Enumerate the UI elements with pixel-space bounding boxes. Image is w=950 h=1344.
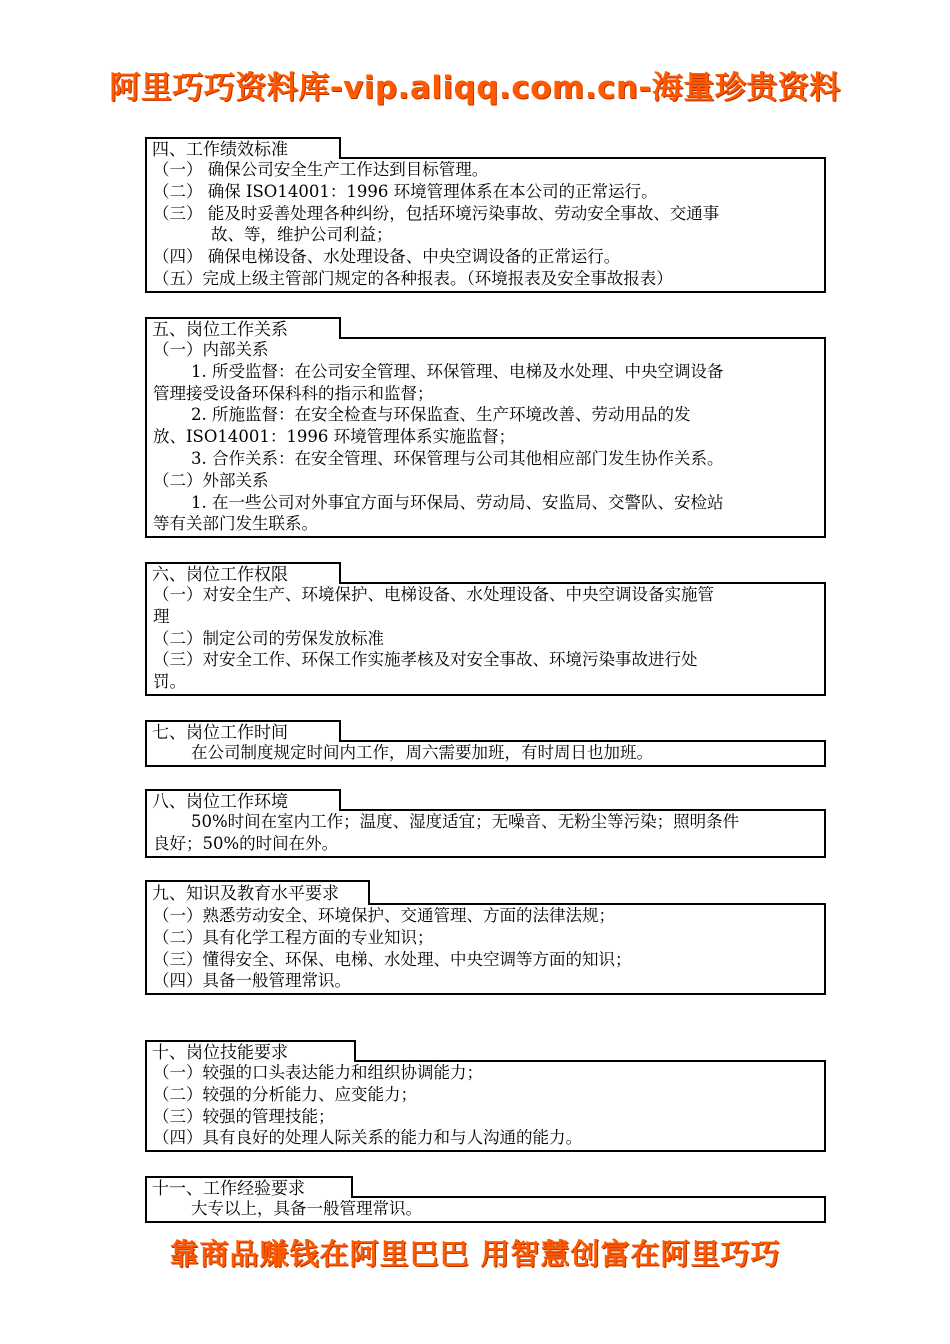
- section-title: 十、岗位技能要求: [145, 1040, 356, 1062]
- section-work-time: [145, 720, 826, 767]
- section-body: [145, 809, 826, 858]
- section-body: [145, 740, 826, 767]
- footer-banner: 靠商品赚钱在阿里巴巴 用智慧创富在阿里巧巧: [169, 1237, 781, 1271]
- list-item-continuation: 等有关部门发生联系。: [153, 514, 318, 534]
- list-item: （四）具备一般管理常识。: [153, 971, 351, 991]
- list-item: （三）懂得安全、环保、电梯、水处理、中央空调等方面的知识；: [153, 949, 632, 969]
- list-item: （一）熟悉劳动安全、环境保护、交通管理、方面的法律法规；: [153, 906, 615, 925]
- section-experience-requirements: [145, 1176, 826, 1223]
- list-item: （二） 确保 ISO14001：1996 环境管理体系在本公司的正常运行。: [153, 181, 658, 201]
- list-item: （一）较强的口头表达能力和组织协调能力；: [153, 1063, 483, 1082]
- list-item-continuation: 理: [153, 606, 170, 626]
- list-item: 1. 在一些公司对外事宜方面与环保局、劳动局、安监局、交警队、安检站: [191, 492, 724, 512]
- list-item-continuation: 故、等，维护公司利益；: [211, 225, 393, 245]
- section-title: 七、岗位工作时间: [145, 720, 341, 742]
- section-performance-standards: [145, 137, 826, 293]
- section-skill-requirements: [145, 1040, 826, 1152]
- section-title: 十一、工作经验要求: [145, 1176, 353, 1198]
- list-item: （一）对安全生产、环境保护、电梯设备、水处理设备、中央空调设备实施管: [153, 585, 714, 604]
- section-body: [145, 1060, 826, 1152]
- section-title: 九、知识及教育水平要求: [145, 880, 370, 905]
- list-item: （一） 确保公司安全生产工作达到目标管理。: [153, 160, 489, 179]
- list-item: （四）具有良好的处理人际关系的能力和与人沟通的能力。: [153, 1128, 582, 1148]
- section-body: [145, 157, 826, 293]
- section-work-environment: [145, 789, 826, 858]
- list-item-continuation: 罚。: [153, 672, 186, 692]
- list-item: （二）具有化学工程方面的专业知识；: [153, 927, 434, 947]
- section-title: 四、工作绩效标准: [145, 137, 341, 159]
- section-body: [145, 903, 826, 995]
- section-work-authority: [145, 562, 826, 696]
- section-title: 六、岗位工作权限: [145, 562, 341, 584]
- section-body: [145, 582, 826, 696]
- paragraph-continuation: 良好；50%的时间在外。: [153, 833, 339, 853]
- section-title: 五、岗位工作关系: [145, 317, 341, 339]
- subheading: （一）内部关系: [153, 340, 269, 359]
- list-item: （三） 能及时妥善处理各种纠纷，包括环境污染事故、劳动安全事故、交通事: [153, 203, 720, 223]
- section-body: [145, 1196, 826, 1223]
- section-work-relations: [145, 317, 826, 538]
- header-banner: 阿里巧巧资料库-vip.aliqq.com.cn-海量珍贵资料: [109, 70, 841, 106]
- paragraph: 大专以上，具备一般管理常识。: [191, 1199, 422, 1218]
- subheading: （二）外部关系: [153, 470, 269, 490]
- section-title: 八、岗位工作环境: [145, 789, 341, 811]
- list-item: （三）对安全工作、环保工作实施孝核及对安全事故、环境污染事故进行处: [153, 650, 698, 670]
- paragraph: 50%时间在室内工作；温度、湿度适宜；无噪音、无粉尘等污染；照明条件: [191, 812, 740, 831]
- list-item-continuation: 管理接受设备环保科科的指示和监督；: [153, 383, 434, 403]
- list-item: （二）较强的分析能力、应变能力；: [153, 1084, 417, 1104]
- list-item-continuation: 放、ISO14001：1996 环境管理体系实施监督；: [153, 427, 516, 447]
- list-item: （四） 确保电梯设备、水处理设备、中央空调设备的正常运行。: [153, 247, 621, 267]
- list-item: 2. 所施监督：在安全检查与环保监查、生产环境改善、劳动用品的发: [191, 405, 691, 425]
- list-item: （五）完成上级主管部门规定的各种报表。（环境报表及安全事故报表）: [153, 268, 673, 288]
- paragraph: 在公司制度规定时间内工作，周六需要加班，有时周日也加班。: [191, 743, 653, 762]
- list-item: （二）制定公司的劳保发放标准: [153, 628, 384, 648]
- list-item: 3. 合作关系：在安全管理、环保管理与公司其他相应部门发生协作关系。: [191, 448, 724, 468]
- section-knowledge-education: [145, 880, 826, 995]
- list-item: 1. 所受监督：在公司安全管理、环保管理、电梯及水处理、中央空调设备: [191, 361, 724, 381]
- section-body: [145, 337, 826, 538]
- list-item: （三）较强的管理技能；: [153, 1106, 335, 1126]
